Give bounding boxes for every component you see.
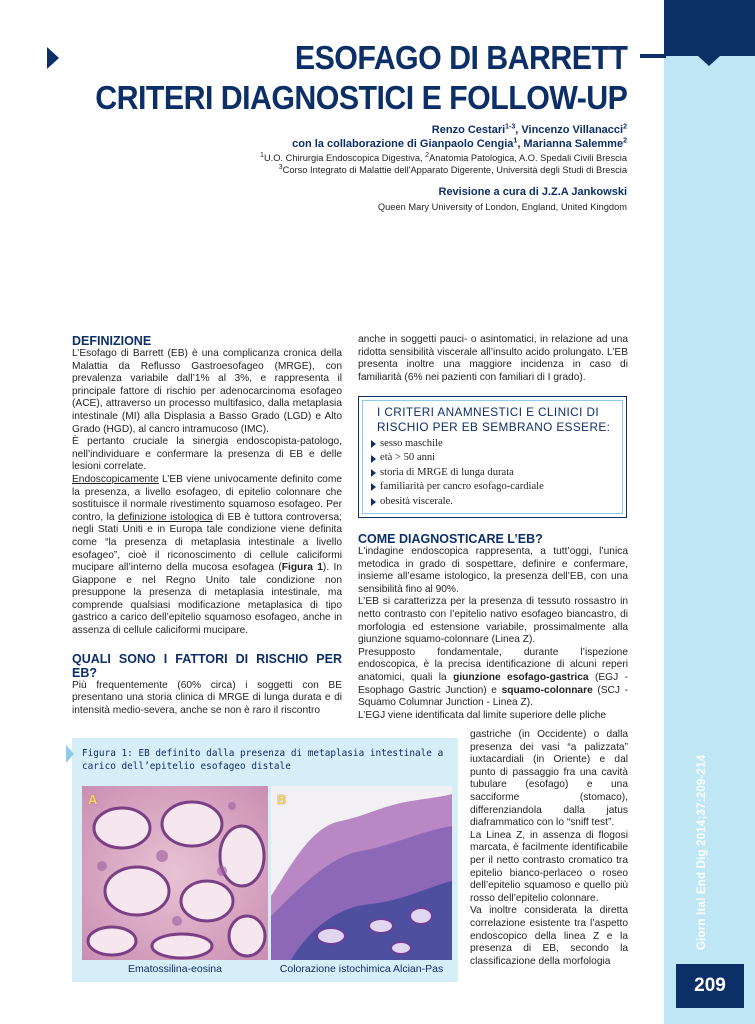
- author-1-sup: 1-3: [505, 123, 516, 131]
- risk-criteria-box: [358, 396, 627, 518]
- bullet-arrow-icon: [371, 498, 376, 506]
- text-run: (EGJ - Esophago Gastric Junction) e: [358, 671, 628, 696]
- bullet-arrow-icon: [371, 483, 376, 491]
- bold-term: squamo-colonnare: [501, 684, 593, 696]
- list-item-text: familiarità per cancro esofago-cardiale: [380, 481, 544, 493]
- text-run: ). In Giappone e nel Regno Unito tale condizione non presuppone la presenza di metaplasia intestinale, ma comprende qualsiasi modificazione metaplasica di tipo gastrico a carico dell’epitelio squamoso esofageo, anche in assenza di cellule caliciformi mucipare.: [72, 562, 342, 637]
- paragraph: È pertanto cruciale la sinergia endoscopista-patologo, nell’individuare e confermare la presenza di EB e delle lesioni correlate.: [72, 436, 342, 473]
- page-number: 209: [676, 964, 744, 1008]
- paragraph: [358, 647, 628, 710]
- text-run: di EB è tuttora controversa; negli Stati Uniti e in Europa tale condizione viene definita come “la presenza di metaplasia intestinale a livello esofageo”, cioè il riconoscimento di cellule caliciformi mucipare all’interno della mucosa esofagea (: [72, 511, 342, 574]
- paragraph: L’indagine endoscopica rappresenta, a tutt’oggi, l’unica metodica in grado di sospettare, definire e confermare, insieme all’esame istologico, la presenza dell’EB, con una sensibilità fino al 90%.: [358, 546, 628, 595]
- figure-reference: Figura 1: [281, 562, 323, 574]
- author-2-sup: 2: [623, 123, 627, 131]
- underlined-term: Endoscopicamente: [72, 473, 159, 485]
- affil-1: U.O. Chirurgia Endoscopica Digestiva,: [263, 153, 426, 163]
- heading-definizione: DEFINIZIONE: [72, 334, 152, 348]
- figure-label-b: Colorazione istochimica Alcian-Pas: [279, 963, 444, 975]
- list-item-text: età > 50 anni: [380, 452, 436, 464]
- list-item-text: obesità viscerale.: [380, 495, 453, 507]
- paragraph: L’Esofago di Barrett (EB) è una complicanza cronica della Malattia da Reflusso Gastroesofageo (MRGE), con prevalenza variabile dall’1% al 3%, e rappresenta il principale fattore di rischio per adenocarcinoma esofageo (ACE), attraverso un processo multifasico, dalla metaplasia intestinale (MI) alla Displasia a Basso Grado (LGD) e Alto Grado (HGD), al cancro intramucoso (IMC).: [72, 348, 342, 435]
- text-run: (SCJ - Squamo Columnar Junction - Linea Z).: [358, 684, 628, 709]
- bold-term: giunzione esofago-gastrica: [453, 671, 589, 683]
- box-title: I CRITERI ANAMNESTICI E CLINICI DI RISCHIO PER EB SEMBRANO ESSERE:: [377, 405, 611, 434]
- sidebar-top-block: [664, 0, 755, 56]
- right-column-narrow: [470, 729, 628, 968]
- histology-alcian-pas-image: [271, 786, 452, 960]
- right-column-main: [358, 532, 628, 722]
- affil-sup-1: 1: [260, 151, 264, 159]
- list-item: [371, 437, 544, 451]
- histology-panel-a: [82, 786, 268, 960]
- bullet-arrow-icon: [371, 440, 376, 448]
- histology-panel-b: [271, 786, 452, 960]
- figure-label-a: Ematossilina-eosina: [128, 963, 222, 975]
- reviewer-affiliation: Queen Mary University of London, England, United Kingdom: [377, 202, 627, 212]
- figure-caption: Figura 1: EB definito dalla presenza di metaplasia intestinale a carico dell’epitelio esofageo distale: [82, 748, 444, 772]
- bullet-arrow-icon: [371, 469, 376, 477]
- sidebar-notch: [698, 56, 720, 66]
- paragraph: Più frequentemente (60% circa) i soggetti con BE presentano una storia clinica di MRGE di lunga durata e di intensità medio-severa, anche se non è raro il riscontro: [72, 679, 342, 716]
- list-item: [371, 495, 544, 509]
- heading-fattori-rischio: QUALI SONO I FATTORI DI RISCHIO PER EB?: [72, 651, 342, 680]
- list-item: [371, 451, 544, 465]
- paragraph: La Linea Z, in assenza di flogosi marcata, è facilmente identificabile per il netto contrasto cromatico tra epitelio bianco-perlaceo o roseo dell’epitelio squamoso e quello più rosso dell’epitelio colonnare.: [470, 829, 628, 904]
- text-run: L’EB viene univocamente definito come la presenza, a livello esofageo, di epitelio colonnare che sostituisce il normale rivestimento squamoso esofageo. Per contro, la: [72, 473, 342, 523]
- paragraph: L’EGJ viene identificata dal limite superiore delle pliche: [358, 709, 607, 721]
- affil-2: Anatomia Patologica, A.O. Spedali Civili Brescia: [429, 153, 627, 163]
- affil-sup-2: 2: [425, 151, 430, 159]
- author-4-sup: 2: [623, 137, 627, 145]
- affiliations: [260, 152, 627, 176]
- paragraph: L’EB si caratterizza per la presenza di tessuto rossastro in netto contrasto con l’epitelio nativo esofageo biancastro, di morfologia ed estensione variabile, prossimalmente alla giunzione squamo-colonnare (Linea Z).: [358, 596, 628, 646]
- risk-criteria-list: [371, 437, 544, 509]
- journal-citation: [696, 924, 708, 950]
- affil-sup-3: 3: [278, 163, 283, 171]
- left-column: [72, 334, 342, 717]
- underlined-term: definizione istologica: [117, 511, 213, 523]
- text-run: Presupposto fondamentale, durante l’ispezione endoscopica, è la precisa identificazione di alcuni reperi anatomici, quali la: [358, 646, 628, 683]
- list-item: [371, 466, 544, 480]
- list-item-text: sesso maschile: [380, 438, 443, 449]
- reviewer: Revisione a cura di J.Z.A Jankowski: [438, 186, 627, 198]
- author-3: con la collaborazione di Gianpaolo Cengia: [292, 138, 514, 150]
- heading-diagnosticare: COME DIAGNOSTICARE L’EB?: [358, 532, 543, 546]
- paragraph: anche in soggetti pauci- o asintomatici, in relazione ad una ridotta sensibilità viscerale all’insulto acido prolungato. L’EB presenta inoltre una maggiore incidenza in caso di familiarità (6% nei pazienti con familiari di I grado).: [358, 334, 628, 383]
- title-line-2: CRITERI DIAGNOSTICI E FOLLOW-UP: [94, 79, 627, 116]
- page-title: [95, 38, 627, 118]
- author-2: , Vincenzo Villanacci: [515, 124, 624, 136]
- sidebar-band: [664, 0, 755, 1024]
- figure-arrow-icon: [66, 745, 74, 763]
- affil-3: Corso Integrato di Malattie dell'Apparato Digerente, Università degli Studi di Brescia: [282, 165, 627, 175]
- author-1: Renzo Cestari: [431, 124, 506, 136]
- paragraph: gastriche (in Occidente) o dalla presenza dei vasi “a palizzata” iuxtacardiali (in Oriente) e dal punto di passaggio fra una cavità tubulare (esofago) e una sacciforme (stomaco), differenziandola dalla jatus diaframmatico con lo “sniff test”.: [470, 729, 628, 829]
- author-3-sup: 1: [513, 137, 518, 145]
- title-rule: [640, 54, 666, 58]
- panel-label-a: A: [88, 792, 98, 807]
- paragraph: Va inoltre considerata la diretta correlazione esistente tra l’aspetto endoscopico della linea Z e la presenza di EB, secondo la classificazione della morfologia: [470, 905, 628, 967]
- author-4: , Marianna Salemme: [517, 138, 624, 150]
- title-line-1: ESOFAGO DI BARRETT: [294, 39, 627, 76]
- authors: [292, 123, 627, 151]
- histology-he-image: [82, 786, 268, 960]
- list-item-text: storia di MRGE di lunga durata: [380, 466, 514, 478]
- right-column-top: [358, 334, 628, 384]
- title-arrow-icon: [47, 47, 59, 69]
- panel-label-b: B: [277, 792, 287, 807]
- paragraph: [72, 474, 342, 638]
- list-item: [371, 480, 544, 494]
- bullet-arrow-icon: [371, 455, 376, 463]
